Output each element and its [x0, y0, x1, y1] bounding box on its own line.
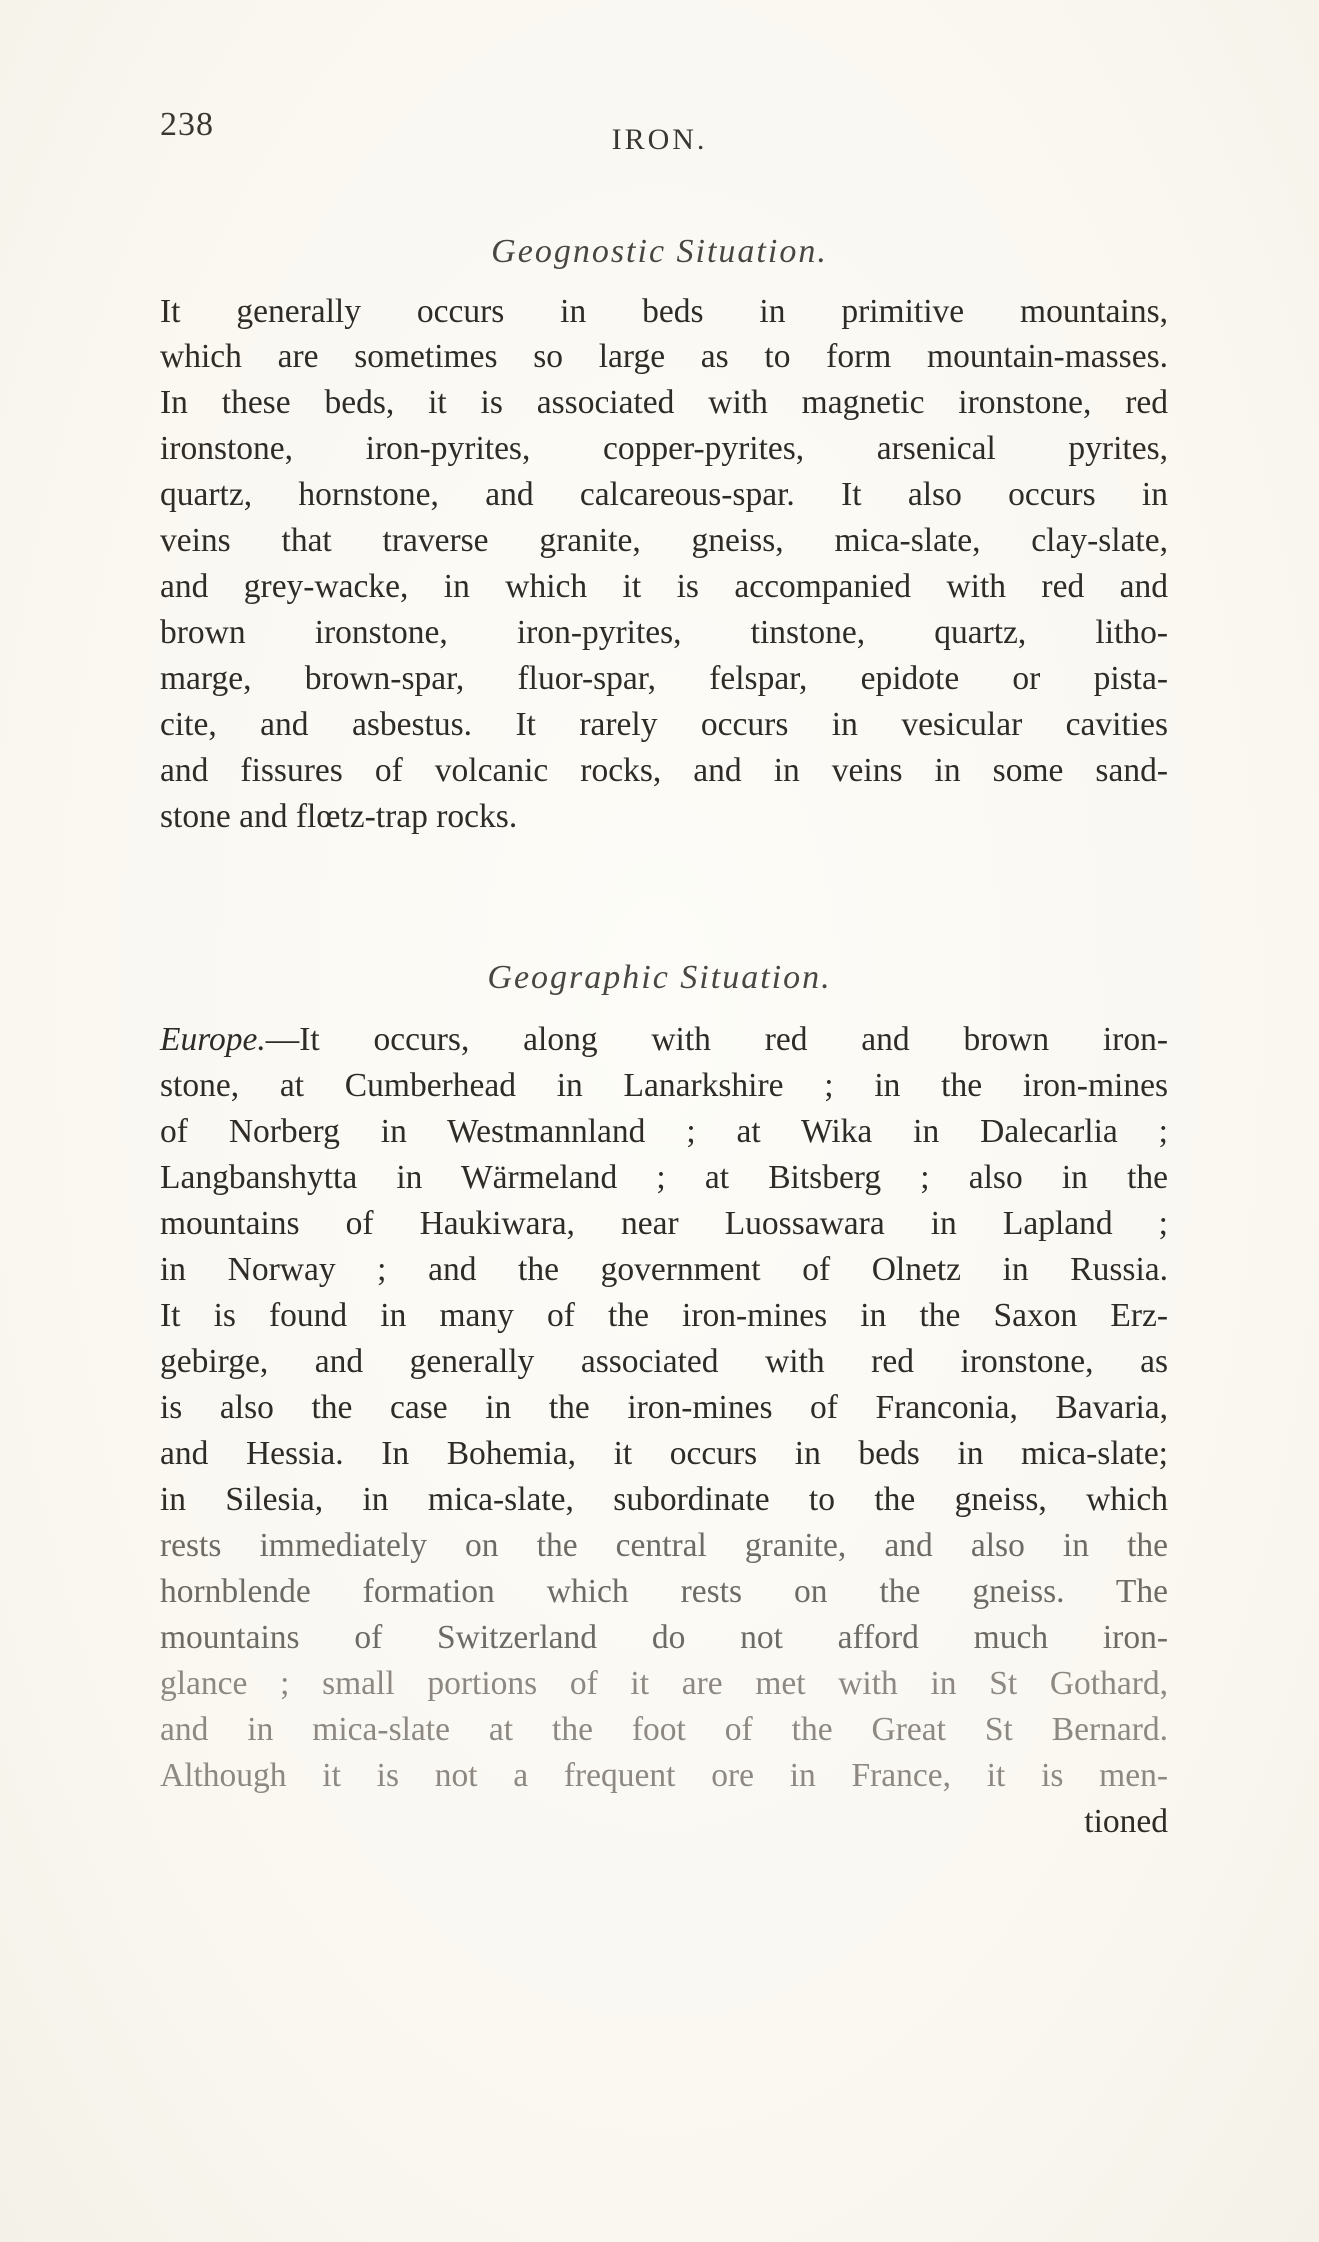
text-line: cite, and asbestus. It rarely occurs in vesicular cavities — [160, 706, 1168, 743]
text-line: rests immediately on the central granite, and also in the — [160, 1527, 1168, 1564]
text-line-lead — [160, 1020, 1168, 1060]
text-line: Langbanshytta in Wärmeland ; at Bitsberg ; also in the — [160, 1159, 1168, 1196]
geognostic-heading: Geognostic Situation. — [491, 233, 828, 270]
text-line: and grey-wacke, in which it is accompanied with red and — [160, 568, 1168, 605]
lead-line-text: —It occurs, along with red and brown iron- — [265, 1021, 1168, 1058]
geographic-heading: Geographic Situation. — [487, 959, 832, 996]
region-lead: Europe. — [160, 1021, 266, 1058]
text-line: ironstone, iron-pyrites, copper-pyrites, arsenical pyrites, — [160, 430, 1168, 467]
text-line: stone and flœtz-trap rocks. — [160, 798, 518, 835]
text-line: is also the case in the iron-mines of Franconia, Bavaria, — [160, 1389, 1168, 1426]
text-line: in Silesia, in mica-slate, subordinate to the gneiss, which — [160, 1481, 1168, 1518]
text-line: and Hessia. In Bohemia, it occurs in beds in mica-slate; — [160, 1435, 1168, 1472]
text-line: which are sometimes so large as to form mountain-masses. — [160, 338, 1168, 375]
text-line: stone, at Cumberhead in Lanarkshire ; in the iron-mines — [160, 1067, 1168, 1104]
text-line: marge, brown-spar, fluor-spar, felspar, epidote or pista- — [160, 660, 1168, 697]
catchword: tioned — [1084, 1803, 1168, 1840]
text-line: and in mica-slate at the foot of the Great St Bernard. — [160, 1711, 1168, 1748]
text-line: hornblende formation which rests on the gneiss. The — [160, 1573, 1168, 1610]
text-line: and fissures of volcanic rocks, and in veins in some sand- — [160, 752, 1168, 789]
text-line: It generally occurs in beds in primitive mountains, — [160, 293, 1168, 330]
text-line: quartz, hornstone, and calcareous-spar. It also occurs in — [160, 476, 1168, 513]
text-line: mountains of Haukiwara, near Luossawara in Lapland ; — [160, 1205, 1168, 1242]
text-line: in Norway ; and the government of Olnetz in Russia. — [160, 1251, 1168, 1288]
text-line: veins that traverse granite, gneiss, mica-slate, clay-slate, — [160, 522, 1168, 559]
text-line: of Norberg in Westmannland ; at Wika in Dalecarlia ; — [160, 1113, 1168, 1150]
text-line: mountains of Switzerland do not afford much iron- — [160, 1619, 1168, 1656]
text-line: brown ironstone, iron-pyrites, tinstone, quartz, litho- — [160, 614, 1168, 651]
text-line: glance ; small portions of it are met with in St Gothard, — [160, 1665, 1168, 1702]
running-title: IRON. — [611, 123, 708, 156]
page-number: 238 — [160, 106, 214, 143]
text-line: Although it is not a frequent ore in France, it is men- — [160, 1757, 1168, 1794]
text-line: In these beds, it is associated with magnetic ironstone, red — [160, 384, 1168, 421]
text-line: gebirge, and generally associated with red ironstone, as — [160, 1343, 1168, 1380]
text-line: It is found in many of the iron-mines in the Saxon Erz- — [160, 1297, 1168, 1334]
